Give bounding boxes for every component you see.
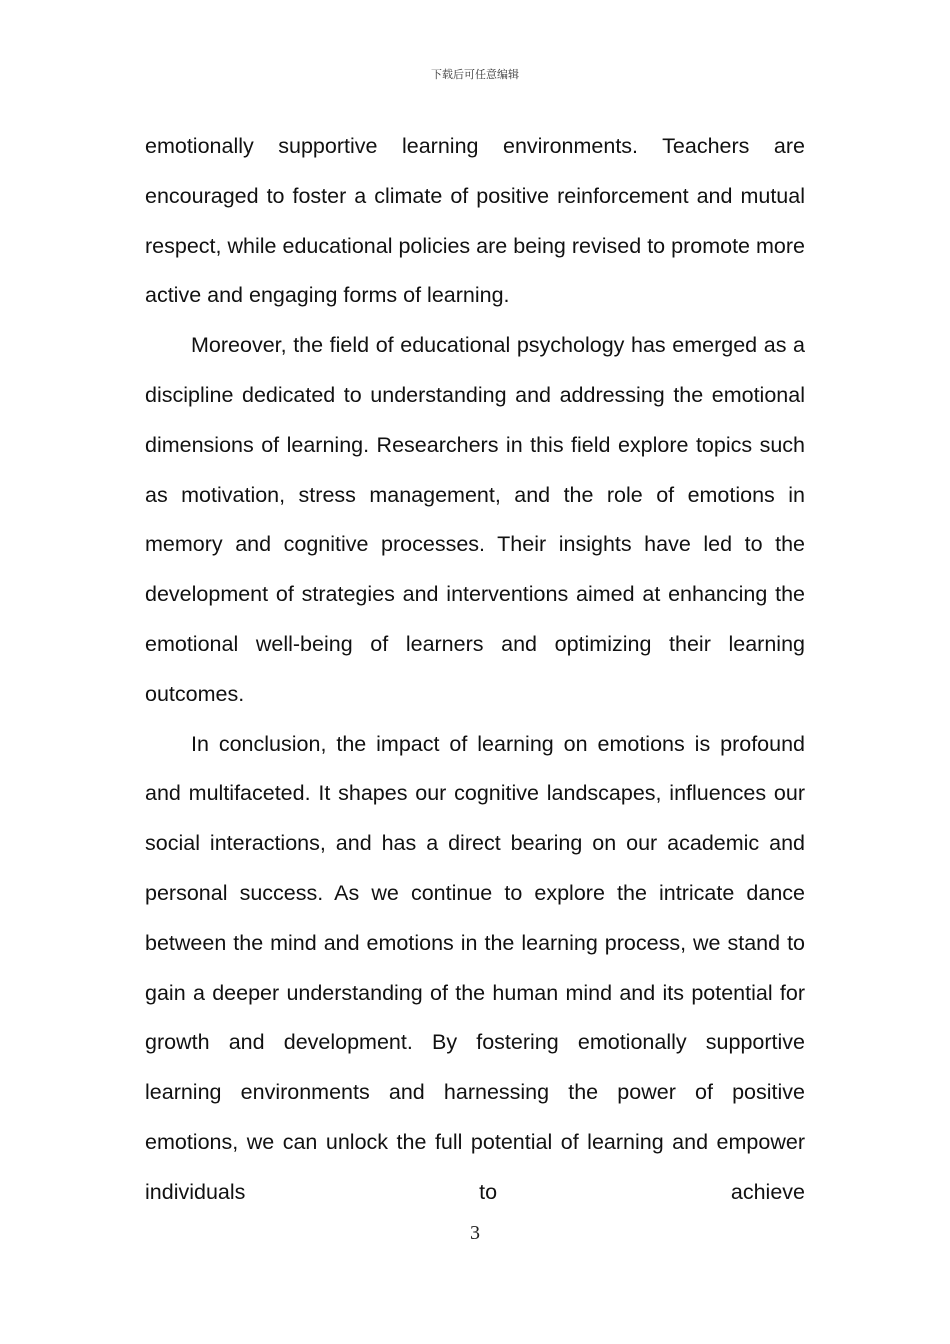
document-body — [145, 122, 805, 1218]
paragraph-2: Moreover, the field of educational psychology has emerged as a discipline dedicated to understanding and addressing the emotional dimensions of learning. Researchers in this field explore topics such as motivation, stress management, and the role of emotions in memory and cognitive processes. Their insights have led to the development of strategies and interventions aimed at enhancing the emotional well-being of learners and optimizing their learning outcomes. — [145, 333, 805, 706]
paragraph-1: emotionally supportive learning environments. Teachers are encouraged to foster a climate of positive reinforcement and mutual respect, while educational policies are being revised to promote more active and engaging forms of learning. — [145, 134, 805, 308]
paragraph-3: In conclusion, the impact of learning on emotions is profound and multifaceted. It shapes our cognitive landscapes, influences our social interactions, and has a direct bearing on our academic and personal success. As we continue to explore the intricate dance between the mind and emotions in the learning process, we stand to gain a deeper understanding of the human mind and its potential for growth and development. By fostering emotionally supportive learning environments and harnessing the power of positive emotions, we can unlock the full potential of learning and empower individuals to achieve — [145, 731, 805, 1204]
page-header: 下载后可任意编辑 — [431, 68, 519, 81]
page-number: 3 — [470, 1222, 480, 1244]
